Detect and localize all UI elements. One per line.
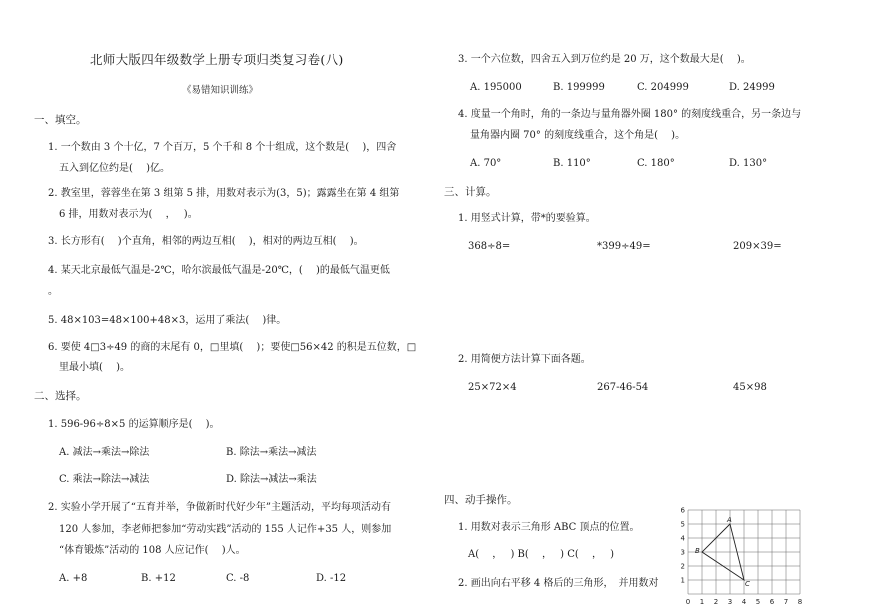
- choice-4-option-b: B. 110°: [553, 158, 591, 169]
- calc-expression-2: *399÷49=: [597, 241, 651, 252]
- fill-question-3: 3. 长方形有( )个直角，相邻的两边互相( )，相对的两边互相( )。: [48, 236, 364, 247]
- section-heading-fill: 一、填空。: [34, 114, 87, 126]
- y-tick-label: 3: [680, 548, 685, 557]
- x-tick-label: 5: [755, 598, 761, 606]
- choice-1-option-a: A. 减法→乘法→除法: [59, 447, 150, 458]
- y-tick-label: 4: [680, 534, 685, 543]
- calc-expression-3: 209×39=: [733, 241, 782, 252]
- hands-question-2: 2. 画出向右平移 4 格后的三角形， 并用数对: [458, 578, 659, 589]
- choice-question-2-line-3: “体育锻炼”活动的 108 人应记作( )人。: [59, 545, 246, 556]
- section-heading-hands-on: 四、动手操作。: [444, 494, 518, 506]
- fill-question-5: 5. 48×103=48×100+48×3，运用了乘法( )律。: [48, 315, 287, 326]
- vertex-label-a: A: [727, 516, 732, 524]
- page-subtitle: 《易错知识训练》: [182, 85, 259, 96]
- choice-question-4-line-2: 量角器内圈 70° 的刻度线重合，这个角是( )。: [470, 130, 686, 141]
- x-tick-label: 0: [685, 598, 691, 606]
- choice-1-option-c: C. 乘法→除法→减法: [59, 474, 150, 485]
- hands-question-1-answer: A( ， ) B( ， ) C( ， ): [468, 549, 615, 560]
- choice-3-option-b: B. 199999: [553, 82, 605, 93]
- x-tick-label: 1: [699, 598, 705, 606]
- page-title: 北师大版四年级数学上册专项归类复习卷(八): [90, 52, 344, 67]
- calc-expression-6: 45×98: [733, 382, 767, 393]
- choice-4-option-d: D. 130°: [729, 158, 768, 169]
- choice-question-3: 3. 一个六位数，四舍五入到万位约是 20 万，这个数最大是( )。: [458, 54, 751, 65]
- section-heading-choice: 二、选择。: [34, 390, 87, 402]
- choice-1-option-d: D. 除法→减法→乘法: [226, 474, 317, 485]
- fill-question-4-line-2: 。: [48, 286, 58, 297]
- choice-3-option-d: D. 24999: [729, 82, 775, 93]
- choice-2-option-c: C. -8: [226, 573, 250, 584]
- calc-question-1: 1. 用竖式计算，带*的要验算。: [458, 213, 596, 224]
- choice-question-2-line-1: 2. 实验小学开展了“五育并举，争做新时代好少年”主题活动，平均每项活动有: [48, 502, 391, 513]
- section-heading-calc: 三、计算。: [444, 186, 497, 198]
- x-tick-label: 7: [783, 598, 789, 606]
- choice-question-1: 1. 596-96÷8×5 的运算顺序是( )。: [48, 419, 220, 430]
- coordinate-grid-svg: [677, 505, 807, 611]
- fill-question-1-line-2: 五入到亿位约是( )亿。: [59, 163, 170, 174]
- vertex-label-b: B: [695, 547, 700, 555]
- fill-question-2-line-2: 6 排，用数对表示为( ， )。: [59, 209, 198, 220]
- x-tick-label: 6: [769, 598, 775, 606]
- hands-question-1: 1. 用数对表示三角形 ABC 顶点的位置。: [458, 522, 640, 533]
- x-tick-label: 2: [713, 598, 719, 606]
- fill-question-2-line-1: 2. 教室里，蓉蓉坐在第 3 组第 5 排，用数对表示为(3，5)；露露坐在第 4 组第: [48, 188, 400, 199]
- fill-question-1-line-1: 1. 一个数由 3 个十亿，7 个百万，5 个千和 8 个十组成，这个数是( )，四舍: [48, 142, 397, 153]
- choice-2-option-a: A. +8: [59, 573, 88, 584]
- y-tick-label: 1: [680, 576, 685, 585]
- choice-question-4-line-1: 4. 度量一个角时，角的一条边与量角器外圈 180° 的刻度线重合，另一条边与: [458, 109, 802, 120]
- fill-question-6-line-1: 6. 要使 4□3÷49 的商的末尾有 0，□里填( )；要使□56×42 的积是五位数，□: [48, 342, 417, 353]
- choice-4-option-c: C. 180°: [637, 158, 675, 169]
- choice-4-option-a: A. 70°: [470, 158, 502, 169]
- choice-1-option-b: B. 除法→乘法→减法: [226, 447, 317, 458]
- x-tick-label: 8: [797, 598, 803, 606]
- choice-2-option-d: D. -12: [316, 573, 347, 584]
- fill-question-6-line-2: 里最小填( )。: [59, 362, 130, 373]
- fill-question-4-line-1: 4. 某天北京最低气温是-2℃，哈尔滨最低气温是-20℃，( )的最低气温更低: [48, 265, 390, 276]
- calc-expression-1: 368÷8=: [468, 241, 511, 252]
- x-tick-label: 4: [741, 598, 747, 606]
- choice-3-option-c: C. 204999: [637, 82, 689, 93]
- choice-question-2-line-2: 120 人参加，李老师把参加“劳动实践”活动的 155 人记作+35 人，则参加: [59, 524, 392, 535]
- vertex-label-c: C: [745, 580, 750, 588]
- x-tick-label: 3: [727, 598, 733, 606]
- calc-expression-5: 267-46-54: [597, 382, 649, 393]
- y-tick-label: 6: [680, 506, 685, 515]
- y-tick-label: 2: [680, 562, 685, 571]
- y-tick-label: 5: [680, 520, 685, 529]
- calc-expression-4: 25×72×4: [468, 382, 517, 393]
- choice-3-option-a: A. 195000: [470, 82, 522, 93]
- choice-2-option-b: B. +12: [141, 573, 176, 584]
- calc-question-2: 2. 用简便方法计算下面各题。: [458, 354, 591, 365]
- coordinate-grid: [677, 505, 807, 611]
